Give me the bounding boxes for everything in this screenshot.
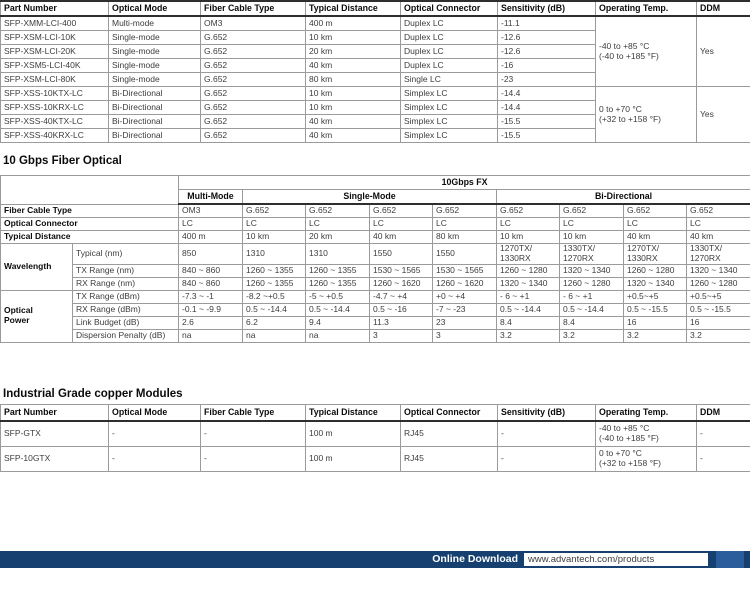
table-cell: 840 ~ 860	[179, 264, 243, 277]
table-cell: 3.2	[687, 329, 750, 342]
table-cell: 1260 ~ 1280	[497, 264, 560, 277]
operating-temp-cell: -40 to +85 °C (-40 to +185 °F)	[596, 421, 697, 447]
table-row	[1, 447, 750, 472]
table-cell: Simplex LC	[401, 101, 498, 115]
table-cell: 10 km	[306, 101, 401, 115]
table-cell: 1260 ~ 1355	[243, 264, 306, 277]
table-cell: Single-mode	[109, 73, 201, 87]
table-cell: Simplex LC	[401, 115, 498, 129]
column-header: Optical Mode	[109, 1, 201, 16]
column-header: Typical Distance	[306, 1, 401, 16]
table-cell: 10 km	[560, 231, 624, 244]
table-cell: - 6 ~ +1	[560, 290, 624, 303]
table-cell: 40 km	[306, 129, 401, 143]
table-cell: -7 ~ -23	[433, 303, 497, 316]
table-cell: na	[306, 329, 370, 342]
table-row	[1, 277, 750, 290]
table-row	[1, 264, 750, 277]
table-cell: 1260 ~ 1355	[306, 264, 370, 277]
column-header: Fiber Cable Type	[201, 1, 306, 16]
table-cell: na	[179, 329, 243, 342]
column-header: Operating Temp.	[596, 1, 697, 16]
table-cell: 1320 ~ 1340	[624, 277, 687, 290]
column-header: DDM	[697, 1, 750, 16]
part-number-cell: SFP-XSM-LCI-10K	[1, 31, 109, 45]
table-cell: Duplex LC	[401, 45, 498, 59]
table-cell: G.652	[687, 204, 750, 218]
table-cell: 1330TX/ 1270RX	[560, 244, 624, 265]
table-cell: Bi-Directional	[109, 115, 201, 129]
part-number-cell: SFP-XMM-LCI-400	[1, 16, 109, 31]
online-download-label: Online Download	[432, 553, 518, 565]
row-label: RX Range (dBm)	[73, 303, 179, 316]
table-cell: LC	[624, 218, 687, 231]
row-group-label: Wavelength	[1, 244, 73, 291]
table-cell: G.652	[201, 87, 306, 101]
table-cell: LC	[179, 218, 243, 231]
table-cell: 0.5 ~ -16	[370, 303, 433, 316]
table-cell: 400 m	[306, 16, 401, 31]
table-cell: 1260 ~ 1620	[433, 277, 497, 290]
table-cell: OM3	[179, 204, 243, 218]
row-label: Link Budget (dB)	[73, 316, 179, 329]
row-label: RX Range (nm)	[73, 277, 179, 290]
table-cell: G.652	[201, 31, 306, 45]
table-cell: Single-mode	[109, 59, 201, 73]
copper-modules-table-host	[0, 404, 750, 472]
table-cell: 1320 ~ 1340	[497, 277, 560, 290]
operating-temp-cell: 0 to +70 °C (+32 to +158 °F)	[596, 87, 697, 143]
part-number-cell: SFP-XSS-40KRX-LC	[1, 129, 109, 143]
column-header: DDM	[697, 405, 750, 422]
fiber-modules-table	[0, 0, 750, 143]
table-cell: 40 km	[687, 231, 750, 244]
table-cell: na	[243, 329, 306, 342]
table-cell: G.652	[201, 115, 306, 129]
table-cell: 40 km	[370, 231, 433, 244]
10gbps-fx-table	[0, 175, 750, 343]
table-cell: -8.2 ~+0.5	[243, 290, 306, 303]
blank-corner-cell	[1, 176, 179, 205]
table-row	[1, 218, 750, 231]
footer-accent-block	[716, 551, 744, 568]
table-row	[1, 329, 750, 342]
table-cell: Single-mode	[109, 45, 201, 59]
table-cell: 8.4	[497, 316, 560, 329]
table-cell: 100 m	[306, 447, 401, 472]
table-cell: 80 km	[433, 231, 497, 244]
table-cell: G.652	[201, 101, 306, 115]
table-cell: 1260 ~ 1280	[687, 277, 750, 290]
table-cell: 1310	[243, 244, 306, 265]
table-cell: G.652	[201, 129, 306, 143]
table-row	[1, 421, 750, 447]
table-cell: G.652	[497, 204, 560, 218]
table-cell: Duplex LC	[401, 16, 498, 31]
row-label: Fiber Cable Type	[1, 204, 179, 218]
table-row	[1, 244, 750, 265]
column-header: Fiber Cable Type	[201, 405, 306, 422]
table-cell: 11.3	[370, 316, 433, 329]
table-cell: 10 km	[497, 231, 560, 244]
table-cell: 16	[687, 316, 750, 329]
table-cell: 23	[433, 316, 497, 329]
row-label: Dispersion Penalty (dB)	[73, 329, 179, 342]
table-cell: 0.5 ~ -14.4	[560, 303, 624, 316]
row-label: Typical Distance	[1, 231, 179, 244]
column-header: Operating Temp.	[596, 405, 697, 422]
table-cell: - 6 ~ +1	[497, 290, 560, 303]
table-cell: 1260 ~ 1280	[560, 277, 624, 290]
section-title-10gbps-fiber-optical: 10 Gbps Fiber Optical	[3, 155, 122, 167]
table-cell: 80 km	[306, 73, 401, 87]
table-cell: 40 km	[306, 115, 401, 129]
table-cell: -23	[498, 73, 596, 87]
ddm-cell: Yes	[697, 87, 750, 143]
table-cell: 1270TX/ 1330RX	[497, 244, 560, 265]
table-cell: -	[498, 421, 596, 447]
table-cell: G.652	[624, 204, 687, 218]
table-cell: 1310	[306, 244, 370, 265]
part-number-cell: SFP-XSS-40KTX-LC	[1, 115, 109, 129]
table-cell: 40 km	[306, 59, 401, 73]
table-row	[1, 16, 750, 31]
table-cell: 10 km	[306, 87, 401, 101]
column-header: Single-Mode	[243, 190, 497, 205]
table-cell: 1320 ~ 1340	[687, 264, 750, 277]
table-cell: 20 km	[306, 45, 401, 59]
table-cell: 10 km	[243, 231, 306, 244]
table-cell: Simplex LC	[401, 129, 498, 143]
column-header: Sensitivity (dB)	[498, 405, 596, 422]
row-label: Typical (nm)	[73, 244, 179, 265]
table-cell: -0.1 ~ -9.9	[179, 303, 243, 316]
table-cell: LC	[370, 218, 433, 231]
footer-bar	[0, 551, 750, 568]
table-cell: -	[498, 447, 596, 472]
table-cell: G.652	[433, 204, 497, 218]
table-cell: Duplex LC	[401, 31, 498, 45]
table-cell: 2.6	[179, 316, 243, 329]
table-cell: Multi-mode	[109, 16, 201, 31]
table-cell: Single-mode	[109, 31, 201, 45]
table-cell: -5 ~ +0.5	[306, 290, 370, 303]
copper-modules-table	[0, 404, 750, 472]
table-cell: G.652	[370, 204, 433, 218]
table-cell: Single LC	[401, 73, 498, 87]
table-cell: -	[109, 421, 201, 447]
part-number-cell: SFP-XSS-10KRX-LC	[1, 101, 109, 115]
table-cell: -4.7 ~ +4	[370, 290, 433, 303]
row-label: TX Range (dBm)	[73, 290, 179, 303]
row-group-label: Optical Power	[1, 290, 73, 342]
table-cell: 0.5 ~ -14.4	[306, 303, 370, 316]
table-cell: LC	[560, 218, 624, 231]
table-cell: 3.2	[624, 329, 687, 342]
table-cell: LC	[687, 218, 750, 231]
table-cell: 1320 ~ 1340	[560, 264, 624, 277]
table-cell: 400 m	[179, 231, 243, 244]
column-header: Typical Distance	[306, 405, 401, 422]
table-cell: 850	[179, 244, 243, 265]
table-cell: 3	[433, 329, 497, 342]
table-cell: Bi-Directional	[109, 101, 201, 115]
part-number-cell: SFP-XSS-10KTX-LC	[1, 87, 109, 101]
table-cell: +0.5~+5	[624, 290, 687, 303]
table-cell: 840 ~ 860	[179, 277, 243, 290]
table-cell: Bi-Directional	[109, 87, 201, 101]
table-cell: 8.4	[560, 316, 624, 329]
table-cell: -7.3 ~ -1	[179, 290, 243, 303]
table-cell: 6.2	[243, 316, 306, 329]
operating-temp-cell: 0 to +70 °C (+32 to +158 °F)	[596, 447, 697, 472]
column-header: Part Number	[1, 1, 109, 16]
table-cell: 1550	[370, 244, 433, 265]
part-number-cell: SFP-10GTX	[1, 447, 109, 472]
table-cell: +0.5~+5	[687, 290, 750, 303]
table-cell: 1260 ~ 1355	[243, 277, 306, 290]
operating-temp-cell: -40 to +85 °C (-40 to +185 °F)	[596, 16, 697, 87]
fiber-modules-table-host	[0, 0, 750, 143]
table-cell: 9.4	[306, 316, 370, 329]
table-row	[1, 316, 750, 329]
download-url[interactable]: www.advantech.com/products	[528, 554, 655, 565]
table-cell: 1260 ~ 1620	[370, 277, 433, 290]
table-cell: 1270TX/ 1330RX	[624, 244, 687, 265]
table-cell: G.652	[201, 59, 306, 73]
table-cell: 1260 ~ 1280	[624, 264, 687, 277]
column-header: Optical Mode	[109, 405, 201, 422]
table-cell: 3	[370, 329, 433, 342]
table-cell: -12.6	[498, 31, 596, 45]
table-cell: -14.4	[498, 101, 596, 115]
table-cell: -	[697, 421, 750, 447]
table-cell: RJ45	[401, 447, 498, 472]
table-cell: +0 ~ +4	[433, 290, 497, 303]
table-row	[1, 303, 750, 316]
table-cell: 3.2	[497, 329, 560, 342]
column-header: Optical Connector	[401, 405, 498, 422]
table-row	[1, 231, 750, 244]
table-cell: G.652	[201, 73, 306, 87]
part-number-cell: SFP-XSM-LCI-80K	[1, 73, 109, 87]
table-cell: -15.5	[498, 129, 596, 143]
table-cell: 100 m	[306, 421, 401, 447]
table-cell: 40 km	[624, 231, 687, 244]
table-row	[1, 204, 750, 218]
table-cell: -	[201, 421, 306, 447]
table-cell: -14.4	[498, 87, 596, 101]
table-cell: Bi-Directional	[109, 129, 201, 143]
part-number-cell: SFP-GTX	[1, 421, 109, 447]
table-cell: -12.6	[498, 45, 596, 59]
table-cell: -11.1	[498, 16, 596, 31]
10gbps-fx-table-host	[0, 175, 750, 343]
table-cell: -	[201, 447, 306, 472]
column-header: Optical Connector	[401, 1, 498, 16]
table-cell: -16	[498, 59, 596, 73]
column-header: Multi-Mode	[179, 190, 243, 205]
section-title-industrial-copper-modules: Industrial Grade copper Modules	[3, 388, 183, 400]
table-cell: 16	[624, 316, 687, 329]
table-row	[1, 290, 750, 303]
part-number-cell: SFP-XSM5-LCI-40K	[1, 59, 109, 73]
table-cell: 0.5 ~ -15.5	[624, 303, 687, 316]
table-cell: 3.2	[560, 329, 624, 342]
table-cell: 20 km	[306, 231, 370, 244]
table-cell: 1330TX/ 1270RX	[687, 244, 750, 265]
ddm-cell: Yes	[697, 16, 750, 87]
table-cell: LC	[243, 218, 306, 231]
row-label: Optical Connector	[1, 218, 179, 231]
column-header: 10Gbps FX	[179, 176, 750, 190]
table-cell: -	[109, 447, 201, 472]
table-cell: G.652	[201, 45, 306, 59]
table-cell: RJ45	[401, 421, 498, 447]
table-cell: LC	[433, 218, 497, 231]
row-label: TX Range (nm)	[73, 264, 179, 277]
column-header: Sensitivity (dB)	[498, 1, 596, 16]
table-cell: 0.5 ~ -15.5	[687, 303, 750, 316]
table-cell: 0.5 ~ -14.4	[497, 303, 560, 316]
table-cell: 0.5 ~ -14.4	[243, 303, 306, 316]
column-header: Part Number	[1, 405, 109, 422]
table-cell: -	[697, 447, 750, 472]
table-cell: G.652	[560, 204, 624, 218]
download-url-box[interactable]	[524, 553, 708, 566]
part-number-cell: SFP-XSM-LCI-20K	[1, 45, 109, 59]
table-cell: 1530 ~ 1565	[433, 264, 497, 277]
table-cell: Simplex LC	[401, 87, 498, 101]
table-cell: G.652	[243, 204, 306, 218]
table-cell: 1550	[433, 244, 497, 265]
table-cell: -15.5	[498, 115, 596, 129]
table-row	[1, 87, 750, 101]
table-cell: LC	[497, 218, 560, 231]
table-cell: 1530 ~ 1565	[370, 264, 433, 277]
table-cell: LC	[306, 218, 370, 231]
table-cell: OM3	[201, 16, 306, 31]
table-cell: 1260 ~ 1355	[306, 277, 370, 290]
column-header: Bi-Directional	[497, 190, 750, 205]
table-cell: Duplex LC	[401, 59, 498, 73]
table-cell: 10 km	[306, 31, 401, 45]
table-cell: G.652	[306, 204, 370, 218]
